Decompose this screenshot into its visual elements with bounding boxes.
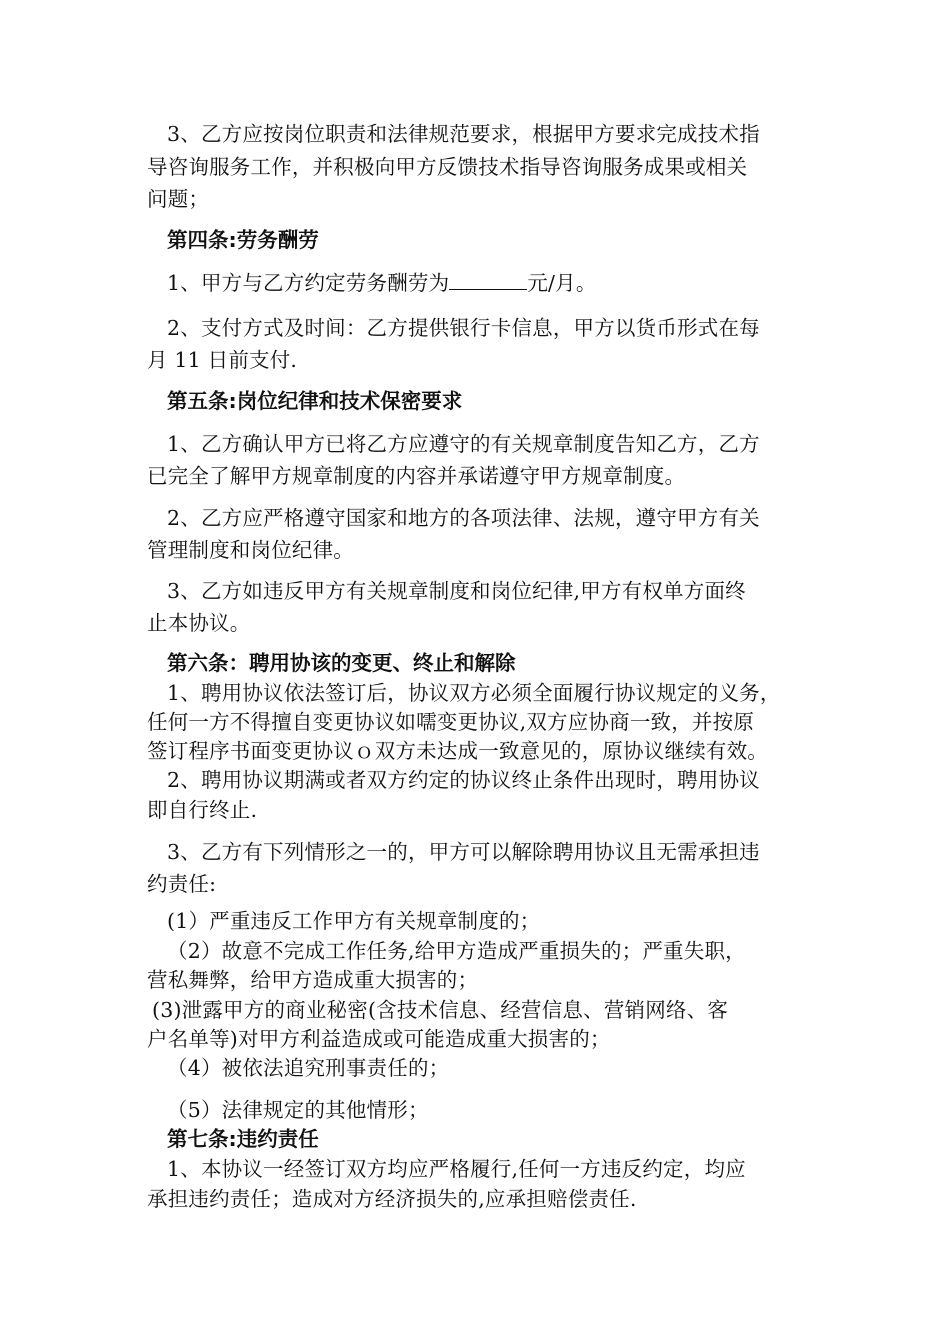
clause-5-2-line-1: 2、乙方应严格遵守国家和地方的各项法律、法规，遵守甲方有关 (167, 506, 760, 530)
clause-7-1-line-2: 承担违约责任；造成对方经济损失的,应承担赔偿责任. (147, 1187, 637, 1211)
clause-5-1-line-2: 已完全了解甲方规章制度的内容并承诺遵守甲方规章制度。 (147, 464, 686, 488)
clause-5-1-line-1: 1、乙方确认甲方已将乙方应遵守的有关规章制度告知乙方，乙方 (167, 432, 760, 456)
clause-6-1-line-2: 任何一方不得擅自变更协议如嚅变更协议,双方应协商一致，并按原 (147, 710, 755, 734)
article-7-heading: 第七条:违约责任 (167, 1127, 319, 1151)
clause-5-2-line-2: 管理制度和岗位纪律。 (147, 538, 354, 562)
list-item-3-line-2: 户名单等)对甲方利益造成或可能造成重大损害的； (147, 1027, 611, 1051)
clause-6-2-line-2: 即自行终止. (147, 798, 258, 822)
clause-7-1-line-1: 1、本协议一经签订双方均应严格履行,任何一方违反约定，均应 (167, 1157, 746, 1181)
clause-5-3-line-2: 止本协议。 (147, 611, 251, 635)
clause-5-3-line-1: 3、乙方如违反甲方有关规章制度和岗位纪律,甲方有权单方面终 (167, 579, 746, 603)
fill-in-blank (449, 271, 527, 290)
article-6-heading: 第六条：聘用协该的变更、终止和解除 (167, 651, 516, 675)
article-5-heading: 第五条:岗位纪律和技术保密要求 (167, 389, 463, 413)
list-item-1: (1）严重违反工作甲方有关规章制度的； (167, 909, 541, 933)
clause-4-1-text: 1、甲方与乙方约定劳务酬劳为 (167, 271, 450, 295)
clause-6-3-line-1: 3、乙方有下列情形之一的，甲方可以解除聘用协议且无需承担违 (167, 840, 760, 864)
clause-3-3-line-1: 3、乙方应按岗位职责和法律规范要求，根据甲方要求完成技术指 (167, 122, 760, 146)
clause-4-1 (167, 269, 597, 297)
list-item-5: （5）法律规定的其他情形； (167, 1098, 429, 1122)
list-item-2-line-2: 营私舞弊，给甲方造成重大损害的； (147, 968, 479, 992)
clause-4-2-line-2: 月 11 日前支付. (147, 348, 298, 372)
article-4-heading: 第四条:劳务酬劳 (167, 228, 319, 252)
list-item-4: （4）被依法追究刑事责任的； (167, 1056, 450, 1080)
clause-6-2-line-1: 2、聘用协议期满或者双方约定的协议终止条件出现时，聘用协议 (167, 768, 760, 792)
clause-4-2-line-1: 2、支付方式及时间：乙方提供银行卡信息，甲方以货币形式在每 (167, 316, 760, 340)
clause-3-3-line-2: 导咨询服务工作，并积极向甲方反馈技术指导咨询服务成果或相关 (147, 155, 748, 179)
clause-6-1-line-1: 1、聘用协议依法签订后，协议双方必须全面履行协议规定的义务， (167, 681, 781, 705)
clause-6-1-line-3: 签订程序书面变更协议ｏ双方未达成一致意见的，原协议继续有效。 (147, 739, 768, 763)
clause-3-3-line-3: 问题； (147, 187, 210, 211)
clause-6-3-line-2: 约责任: (147, 872, 217, 896)
clause-4-1-unit: 元/月。 (527, 271, 597, 295)
list-item-3-line-1: (3)泄露甲方的商业秘密(含技术信息、经营信息、营销网络、客 (152, 998, 729, 1022)
list-item-2-line-1: （2）故意不完成工作任务,给甲方造成严重损失的；严重失职， (167, 939, 746, 963)
